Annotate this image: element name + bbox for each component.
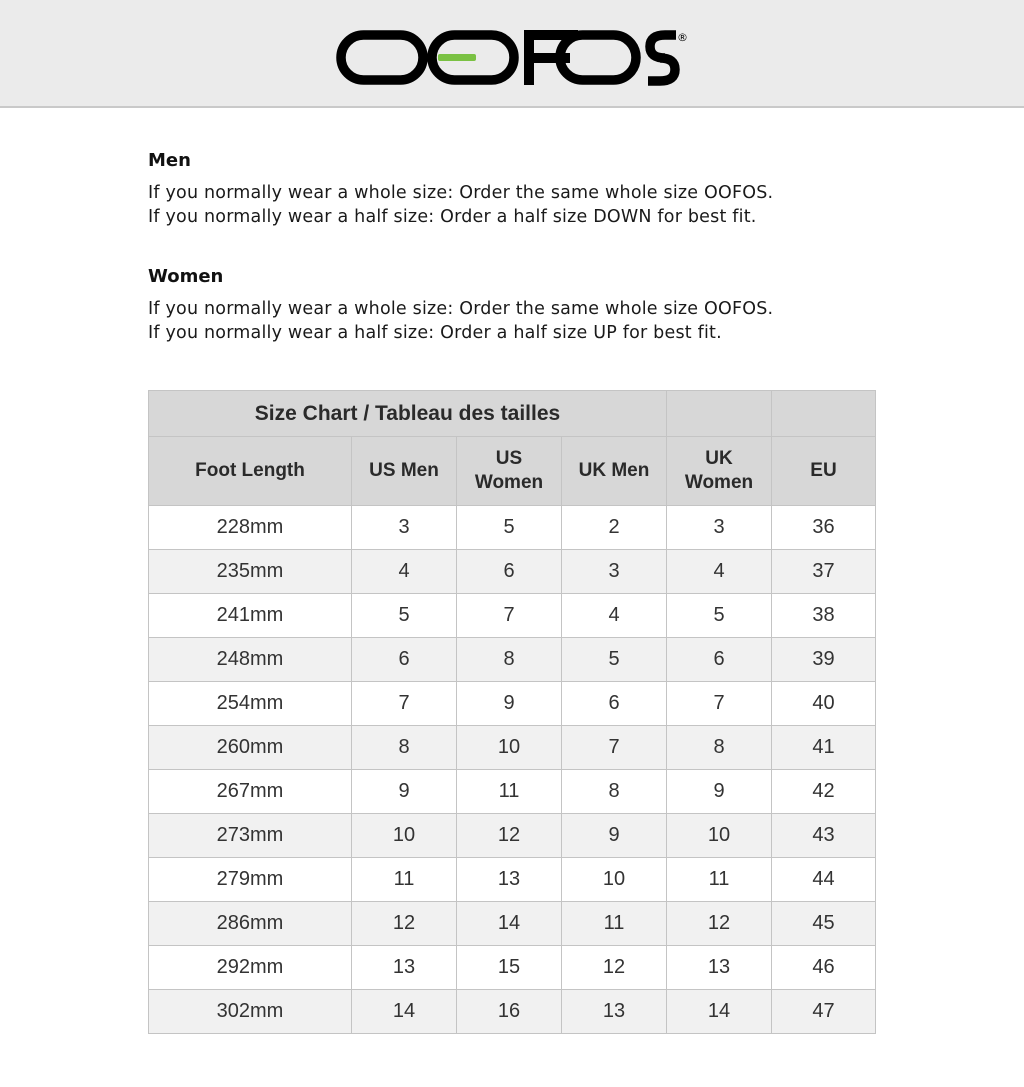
cell-foot-length: 302mm [149,990,352,1034]
cell-us-men: 11 [352,858,457,902]
cell-uk-women: 6 [667,638,772,682]
header-us-men: US Men [352,437,457,506]
header-eu: EU [772,437,876,506]
cell-us-men: 5 [352,594,457,638]
cell-us-women: 12 [457,814,562,858]
logo-letter-o [341,35,423,80]
women-half-size-note: If you normally wear a half size: Order a half size UP for best fit. [148,323,722,343]
header-foot-length: Foot Length [149,437,352,506]
table-row [149,814,876,858]
oofos-logo [0,0,1024,106]
cell-eu: 42 [772,770,876,814]
cell-eu: 37 [772,550,876,594]
cell-eu: 44 [772,858,876,902]
cell-uk-men: 6 [562,682,667,726]
cell-us-women: 6 [457,550,562,594]
title-row-blank-cell [772,391,876,437]
size-chart-title-row [149,391,876,437]
registered-mark: ® [677,31,688,44]
cell-uk-women: 12 [667,902,772,946]
cell-eu: 36 [772,506,876,550]
cell-uk-women: 8 [667,726,772,770]
cell-us-men: 6 [352,638,457,682]
table-row [149,726,876,770]
cell-us-women: 7 [457,594,562,638]
table-row [149,682,876,726]
cell-us-women: 14 [457,902,562,946]
logo-letter-s [648,35,676,81]
cell-uk-men: 5 [562,638,667,682]
size-chart-table [148,390,876,1034]
cell-uk-men: 13 [562,990,667,1034]
cell-uk-men: 7 [562,726,667,770]
cell-eu: 43 [772,814,876,858]
cell-uk-women: 14 [667,990,772,1034]
men-half-size-note: If you normally wear a half size: Order a half size DOWN for best fit. [148,207,757,227]
table-row [149,550,876,594]
cell-uk-men: 8 [562,770,667,814]
cell-foot-length: 286mm [149,902,352,946]
cell-uk-women: 5 [667,594,772,638]
cell-us-men: 9 [352,770,457,814]
cell-us-women: 11 [457,770,562,814]
cell-uk-women: 13 [667,946,772,990]
cell-uk-women: 9 [667,770,772,814]
women-fit-instructions [148,265,908,345]
cell-us-women: 8 [457,638,562,682]
table-row [149,594,876,638]
cell-us-women: 5 [457,506,562,550]
table-row [149,902,876,946]
cell-us-men: 3 [352,506,457,550]
title-row-blank-cell [667,391,772,437]
cell-uk-women: 11 [667,858,772,902]
oofos-logo-graphic [0,0,1024,106]
cell-eu: 46 [772,946,876,990]
cell-foot-length: 228mm [149,506,352,550]
size-chart-title: Size Chart / Tableau des tailles [149,391,667,437]
cell-foot-length: 273mm [149,814,352,858]
table-row [149,638,876,682]
cell-uk-men: 3 [562,550,667,594]
cell-foot-length: 279mm [149,858,352,902]
size-chart-body [149,506,876,1034]
cell-us-women: 10 [457,726,562,770]
cell-uk-women: 3 [667,506,772,550]
cell-foot-length: 235mm [149,550,352,594]
cell-eu: 47 [772,990,876,1034]
men-fit-instructions [148,149,908,229]
cell-uk-men: 9 [562,814,667,858]
cell-us-men: 12 [352,902,457,946]
cell-us-men: 10 [352,814,457,858]
cell-uk-men: 11 [562,902,667,946]
logo-letter-o [560,35,636,80]
cell-us-women: 16 [457,990,562,1034]
cell-foot-length: 241mm [149,594,352,638]
cell-uk-men: 2 [562,506,667,550]
cell-eu: 38 [772,594,876,638]
header-us-women: US Women [457,437,562,506]
cell-foot-length: 267mm [149,770,352,814]
cell-us-women: 15 [457,946,562,990]
cell-eu: 45 [772,902,876,946]
cell-foot-length: 260mm [149,726,352,770]
cell-eu: 40 [772,682,876,726]
women-heading: Women [148,266,224,287]
table-row [149,946,876,990]
cell-us-men: 8 [352,726,457,770]
table-row [149,990,876,1034]
women-whole-size-note: If you normally wear a whole size: Order the same whole size OOFOS. [148,299,774,319]
cell-eu: 39 [772,638,876,682]
cell-uk-women: 10 [667,814,772,858]
cell-uk-men: 12 [562,946,667,990]
table-row [149,770,876,814]
cell-us-men: 4 [352,550,457,594]
cell-us-men: 13 [352,946,457,990]
cell-uk-women: 4 [667,550,772,594]
cell-us-men: 14 [352,990,457,1034]
cell-uk-men: 10 [562,858,667,902]
cell-uk-women: 7 [667,682,772,726]
cell-us-men: 7 [352,682,457,726]
cell-eu: 41 [772,726,876,770]
table-row [149,858,876,902]
table-row [149,506,876,550]
cell-us-women: 13 [457,858,562,902]
men-whole-size-note: If you normally wear a whole size: Order the same whole size OOFOS. [148,183,774,203]
header-uk-men: UK Men [562,437,667,506]
cell-uk-men: 4 [562,594,667,638]
cell-foot-length: 254mm [149,682,352,726]
cell-foot-length: 248mm [149,638,352,682]
cell-us-women: 9 [457,682,562,726]
header-uk-women: UK Women [667,437,772,506]
logo-accent-bar [438,54,476,61]
men-heading: Men [148,150,191,171]
cell-foot-length: 292mm [149,946,352,990]
column-header-row [149,437,876,506]
